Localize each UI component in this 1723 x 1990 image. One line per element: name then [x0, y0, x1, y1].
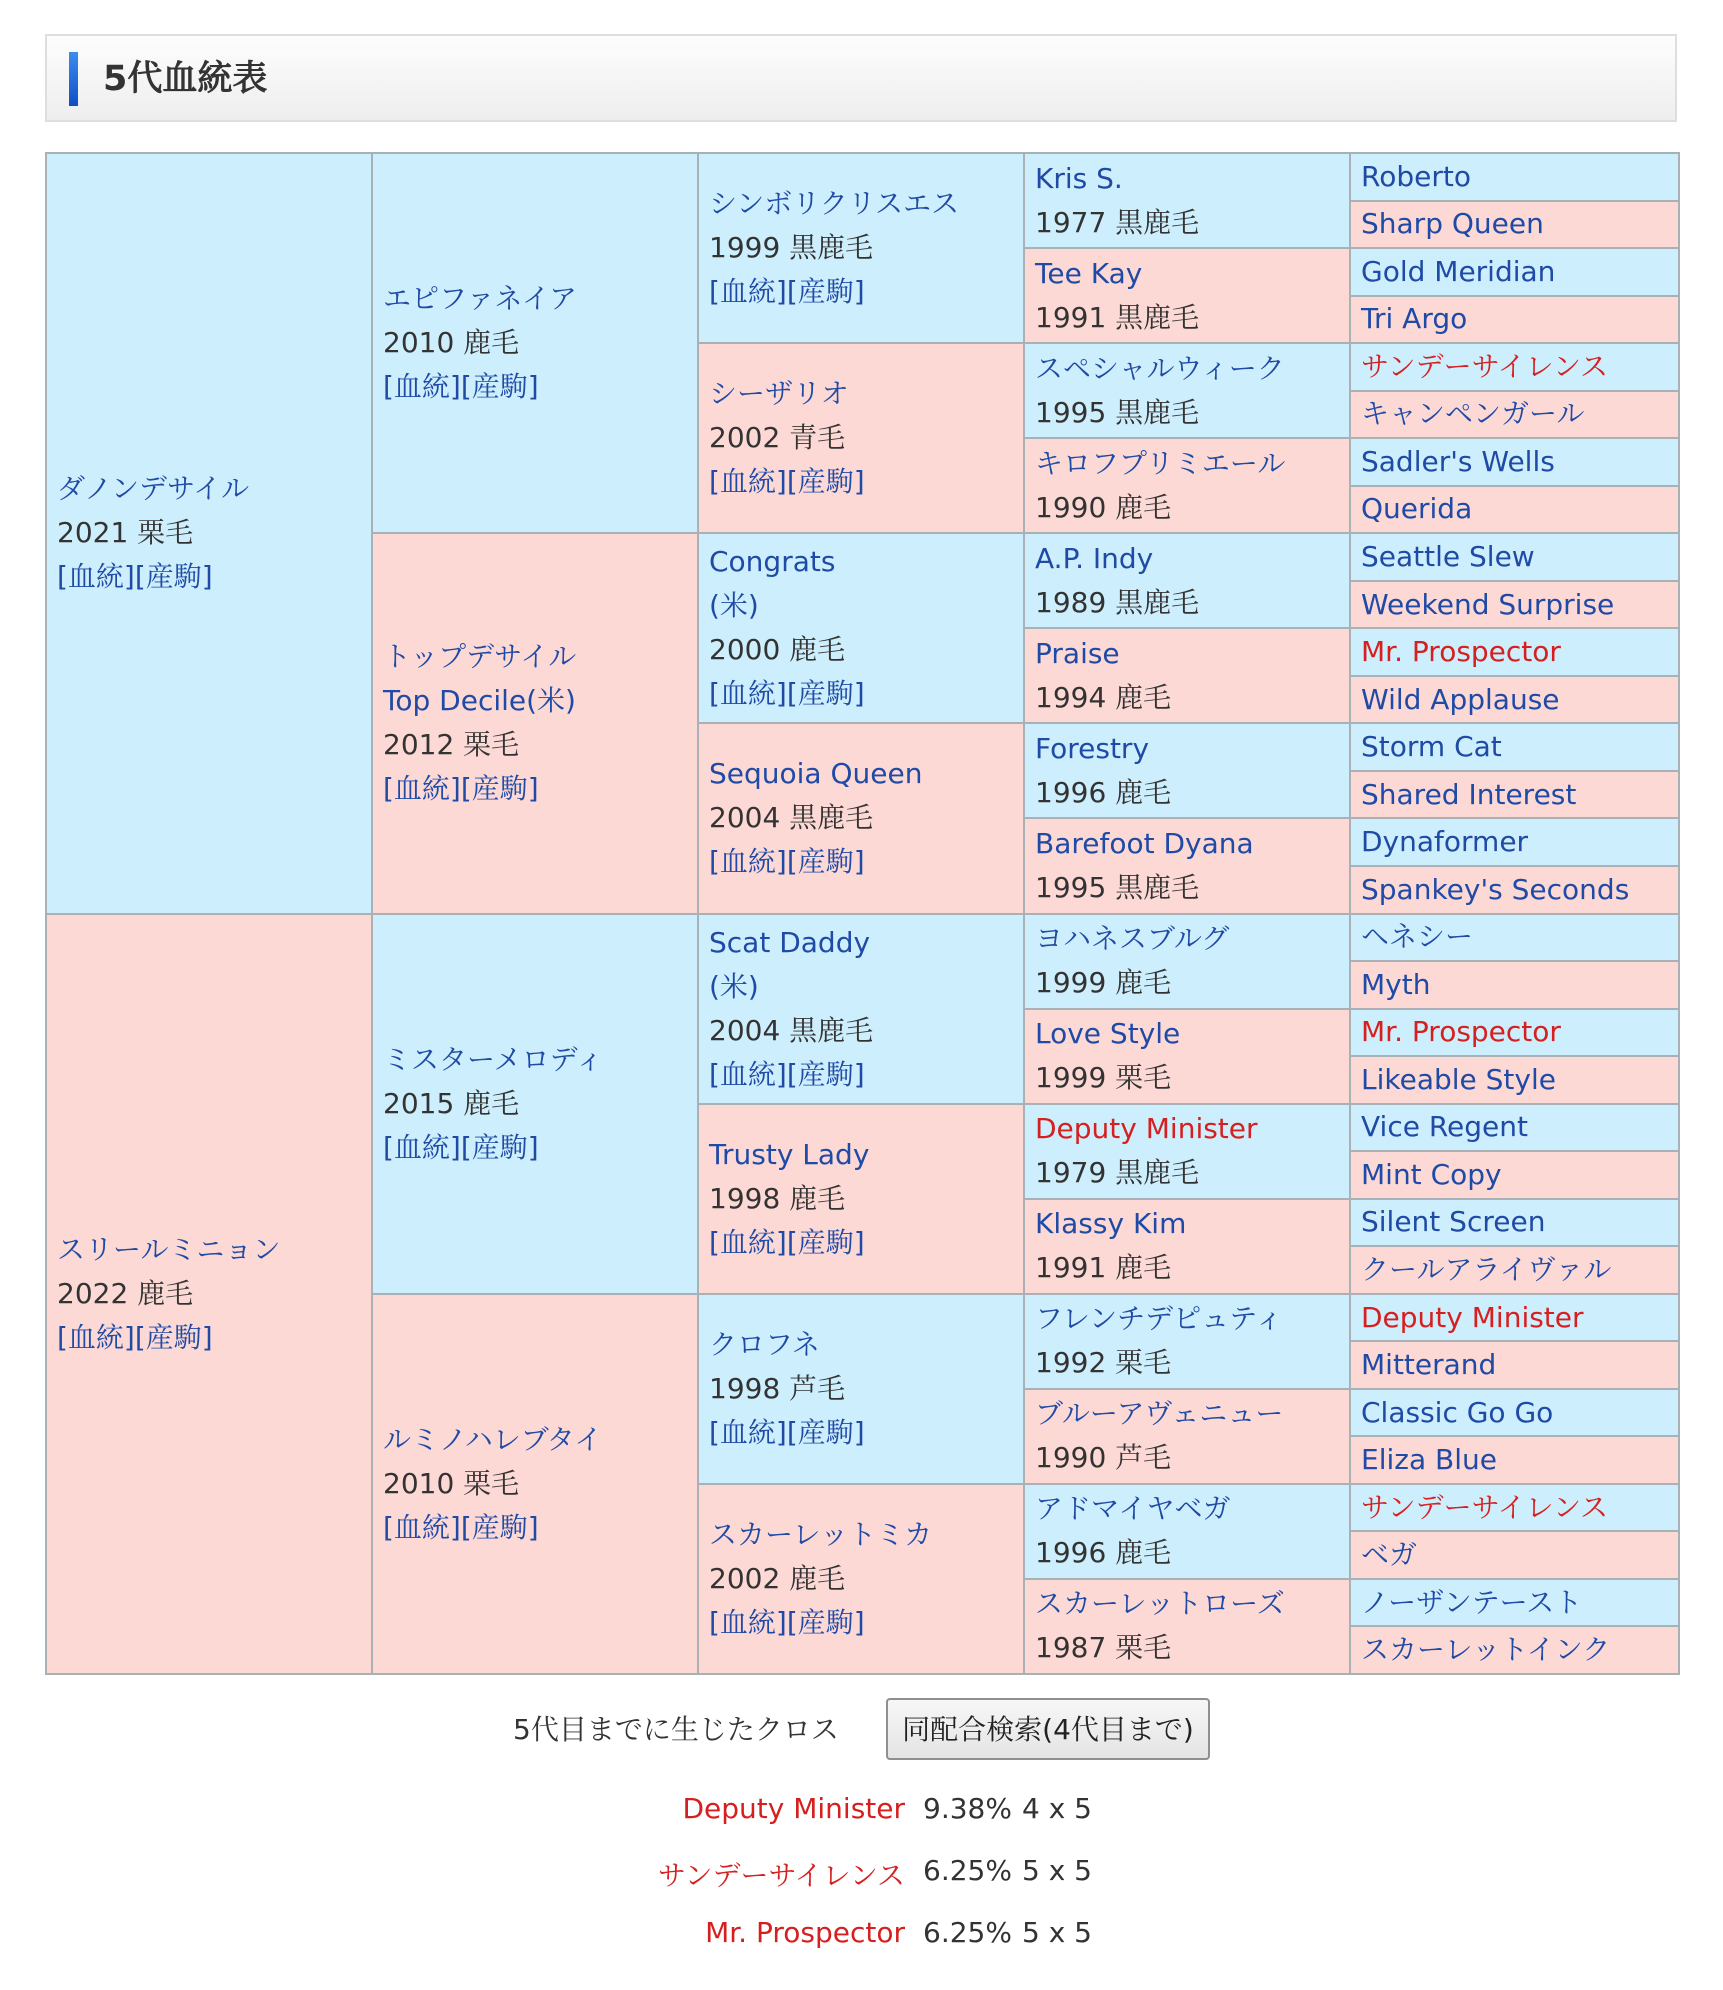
pedigree-table [45, 152, 1680, 1675]
gen2-links [383, 1126, 697, 1170]
gen4-cell [1024, 818, 1350, 913]
cross-horse-link[interactable]: Deputy Minister [682, 1792, 905, 1825]
progeny-link[interactable]: [産駒] [134, 1320, 213, 1354]
pedigree-link[interactable]: [血統] [709, 1225, 787, 1259]
gen5-cell [1350, 248, 1679, 296]
ancestor-name-link[interactable]: Classic Go Go [1361, 1395, 1554, 1429]
horse-year-color: 1999 鹿毛 [1035, 966, 1172, 1000]
gen3-cell [698, 1294, 1024, 1484]
horse-name-link[interactable]: Barefoot Dyana [1035, 826, 1254, 860]
pedigree-link[interactable]: [血統] [709, 275, 787, 309]
horse-name-link[interactable]: スカーレットローズ [1035, 1587, 1285, 1621]
gen5-cell [1350, 771, 1679, 819]
gen3-cell [698, 1104, 1024, 1294]
pedigree-link[interactable]: [血統] [709, 845, 787, 879]
ancestor-name-link[interactable]: サンデーサイレンス [1361, 1490, 1609, 1524]
horse-year-color: 1999 栗毛 [1035, 1061, 1172, 1095]
ancestor-name-link[interactable]: Mr. Prospector [1361, 635, 1561, 669]
horse-year-color: 1998 鹿毛 [709, 1181, 846, 1215]
section-title: 5代血統表 [103, 59, 268, 99]
horse-name-link[interactable]: Tee Kay [1035, 256, 1143, 290]
cross-generations: 4 x 5 [1022, 1792, 1092, 1825]
gen5-cell [1350, 1531, 1679, 1579]
horse-name-link[interactable]: Praise [1035, 636, 1120, 670]
gen5-cell [1350, 1199, 1679, 1247]
ancestor-name-link[interactable]: Vice Regent [1361, 1110, 1528, 1144]
horse-year-color: 1996 鹿毛 [1035, 1536, 1172, 1570]
gen5-cell [1350, 391, 1679, 439]
ancestor-name-link[interactable]: Mint Copy [1361, 1157, 1502, 1191]
gen1-links [57, 555, 371, 599]
gen4-cell [1024, 533, 1350, 628]
gen4-cell [1024, 1199, 1350, 1294]
ancestor-name-link[interactable]: Silent Screen [1361, 1205, 1546, 1239]
cross-generations: 5 x 5 [1022, 1854, 1092, 1887]
ancestor-name-link[interactable]: Deputy Minister [1361, 1300, 1584, 1334]
gen5-cell [1350, 1294, 1679, 1342]
horse-name-link[interactable]: クロフネ [709, 1327, 820, 1361]
gen5-cell [1350, 1626, 1679, 1674]
progeny-link[interactable]: [産駒] [460, 1130, 539, 1164]
progeny-link[interactable]: [産駒] [786, 677, 865, 711]
horse-name-link[interactable]: ヨハネスブルグ [1035, 922, 1230, 956]
pedigree-link[interactable]: [血統] [709, 1057, 787, 1091]
pedigree-link[interactable]: [血統] [709, 1605, 787, 1639]
cross-label: 5代目までに生じたクロス [513, 1713, 839, 1746]
horse-year-color: 1991 鹿毛 [1035, 1251, 1172, 1285]
gen4-cell [1024, 628, 1350, 723]
horse-name-link[interactable]: Deputy Minister [1035, 1112, 1258, 1146]
horse-name-link[interactable]: Love Style [1035, 1017, 1181, 1051]
horse-name-link[interactable]: エピファネイア [383, 282, 578, 316]
progeny-link[interactable]: [産駒] [786, 275, 865, 309]
horse-name-link[interactable]: Kris S. [1035, 161, 1123, 195]
horse-name-link[interactable]: Forestry [1035, 731, 1150, 765]
gen1-cell [46, 153, 372, 914]
gen3-cell [698, 343, 1024, 533]
horse-name-link[interactable]: シンボリクリスエス [709, 187, 960, 221]
horse-year-color: 2002 鹿毛 [709, 1561, 846, 1595]
ancestor-name-link[interactable]: Dynaformer [1361, 825, 1529, 859]
pedigree-link[interactable]: [血統] [383, 772, 461, 806]
horse-year-color: 2010 鹿毛 [383, 326, 520, 360]
ancestor-name-link[interactable]: Spankey's Seconds [1361, 872, 1630, 906]
gen3-links [709, 1221, 1023, 1265]
horse-year-color: 1996 鹿毛 [1035, 775, 1172, 809]
ancestor-name-link[interactable]: Sharp Queen [1361, 207, 1544, 241]
progeny-link[interactable]: [産駒] [460, 370, 539, 404]
horse-year-color: 2000 鹿毛 [709, 633, 846, 667]
horse-name-alt-link[interactable]: Top Decile(米) [383, 684, 576, 718]
gen5-cell [1350, 818, 1679, 866]
gen3-cell [698, 533, 1024, 723]
horse-name-link[interactable]: キロフプリミエール [1035, 446, 1286, 480]
ancestor-name-link[interactable]: Sadler's Wells [1361, 444, 1555, 478]
horse-name-link[interactable]: Trusty Lady [709, 1137, 870, 1171]
header-accent-bar [69, 52, 78, 106]
ancestor-name-link[interactable]: ノーザンテースト [1361, 1585, 1583, 1619]
gen2-links [383, 365, 697, 409]
ancestor-name-link[interactable]: Eliza Blue [1361, 1443, 1497, 1477]
horse-year-color: 2010 栗毛 [383, 1466, 520, 1500]
gen4-cell [1024, 914, 1350, 1009]
horse-year-color: 1999 黒鹿毛 [709, 231, 874, 265]
horse-name-link[interactable]: Klassy Kim [1035, 1207, 1187, 1241]
horse-name-link[interactable]: スカーレットミカ [709, 1517, 933, 1551]
ancestor-name-link[interactable]: キャンペンガール [1361, 397, 1585, 431]
ancestor-name-link[interactable]: ベガ [1361, 1538, 1418, 1572]
horse-year-color: 1977 黒鹿毛 [1035, 205, 1200, 239]
gen4-cell [1024, 1104, 1350, 1199]
ancestor-name-link[interactable]: Roberto [1361, 159, 1471, 193]
pedigree-link[interactable]: [血統] [383, 370, 461, 404]
gen2-cell [372, 533, 698, 913]
horse-name-link[interactable]: スリールミニョン [57, 1232, 281, 1266]
gen5-cell [1350, 153, 1679, 201]
cross-horse-link[interactable]: Mr. Prospector [705, 1916, 905, 1949]
gen5-cell [1350, 1389, 1679, 1437]
gen4-cell [1024, 248, 1350, 343]
cross-percent: 6.25% [923, 1854, 1012, 1887]
cross-percent: 6.25% [923, 1916, 1012, 1949]
horse-name-alt-link[interactable]: (米) [709, 969, 759, 1003]
horse-year-color: 1989 黒鹿毛 [1035, 585, 1200, 619]
progeny-link[interactable]: [産駒] [460, 772, 539, 806]
gen5-cell [1350, 676, 1679, 724]
gen3-cell [698, 723, 1024, 913]
horse-year-color: 2004 黒鹿毛 [709, 801, 874, 835]
horse-name-link[interactable]: アドマイヤベガ [1035, 1492, 1231, 1526]
horse-year-color: 1992 栗毛 [1035, 1346, 1172, 1380]
progeny-link[interactable]: [産駒] [786, 1605, 865, 1639]
progeny-link[interactable]: [産駒] [786, 1057, 865, 1091]
gen2-cell [372, 914, 698, 1294]
horse-year-color: 1990 鹿毛 [1035, 490, 1172, 524]
gen5-cell [1350, 343, 1679, 391]
horse-name-link[interactable]: ルミノハレブタイ [383, 1422, 603, 1456]
gen3-cell [698, 1484, 1024, 1674]
horse-year-color: 1998 芦毛 [709, 1371, 846, 1405]
gen5-cell [1350, 961, 1679, 1009]
gen4-cell [1024, 1009, 1350, 1104]
progeny-link[interactable]: [産駒] [786, 1415, 865, 1449]
gen5-cell [1350, 1151, 1679, 1199]
gen5-cell [1350, 1246, 1679, 1294]
ancestor-name-link[interactable]: Gold Meridian [1361, 254, 1556, 288]
horse-year-color: 1987 栗毛 [1035, 1631, 1172, 1665]
gen5-cell [1350, 628, 1679, 676]
gen5-cell [1350, 1436, 1679, 1484]
horse-name-link[interactable]: フレンチデピュティ [1035, 1302, 1283, 1336]
pedigree-link[interactable]: [血統] [709, 677, 787, 711]
horse-year-color: 1990 芦毛 [1035, 1441, 1172, 1475]
horse-year-color: 2012 栗毛 [383, 728, 520, 762]
cross-row [0, 1854, 1723, 1898]
horse-year-color: 1994 鹿毛 [1035, 680, 1172, 714]
cross-generations: 5 x 5 [1022, 1916, 1092, 1949]
gen5-cell [1350, 1104, 1679, 1152]
gen5-cell [1350, 1484, 1679, 1532]
horse-name-link[interactable]: ダノンデサイル [57, 472, 250, 506]
gen3-cell [698, 914, 1024, 1104]
gen4-cell [1024, 153, 1350, 248]
gen4-cell [1024, 1389, 1350, 1484]
gen5-cell [1350, 201, 1679, 249]
progeny-link[interactable]: [産駒] [786, 465, 865, 499]
cross-percent: 9.38% [923, 1792, 1012, 1825]
pedigree-link[interactable]: [血統] [709, 465, 787, 499]
gen5-cell [1350, 1579, 1679, 1627]
cross-horse-link[interactable]: サンデーサイレンス [657, 1859, 905, 1892]
gen5-cell [1350, 723, 1679, 771]
gen3-links [709, 460, 1023, 504]
gen1-cell [46, 914, 372, 1675]
same-mating-search-button[interactable]: 同配合検索(4代目まで) [886, 1698, 1210, 1760]
ancestor-name-link[interactable]: Querida [1361, 492, 1473, 526]
horse-year-color: 1991 黒鹿毛 [1035, 300, 1200, 334]
progeny-link[interactable]: [産駒] [134, 560, 213, 594]
horse-year-color: 1979 黒鹿毛 [1035, 1156, 1200, 1190]
horse-name-link[interactable]: トップデサイル [383, 640, 577, 674]
gen2-links [383, 1506, 697, 1550]
gen5-cell [1350, 914, 1679, 962]
gen2-links [383, 767, 697, 811]
ancestor-name-link[interactable]: Myth [1361, 967, 1431, 1001]
progeny-link[interactable]: [産駒] [786, 845, 865, 879]
ancestor-name-link[interactable]: Storm Cat [1361, 730, 1502, 764]
pedigree-link[interactable]: [血統] [57, 1320, 135, 1354]
gen5-cell [1350, 581, 1679, 629]
progeny-link[interactable]: [産駒] [460, 1510, 539, 1544]
gen3-links [709, 840, 1023, 884]
gen4-cell [1024, 1579, 1350, 1674]
gen3-links [709, 270, 1023, 314]
pedigree-link[interactable]: [血統] [57, 560, 135, 594]
gen5-cell [1350, 486, 1679, 534]
ancestor-name-link[interactable]: Seattle Slew [1361, 540, 1535, 574]
horse-year-color: 2004 黒鹿毛 [709, 1013, 874, 1047]
cross-row [0, 1916, 1723, 1960]
gen1-links [57, 1316, 371, 1360]
gen5-cell [1350, 1056, 1679, 1104]
ancestor-name-link[interactable]: Mr. Prospector [1361, 1015, 1561, 1049]
progeny-link[interactable]: [産駒] [786, 1225, 865, 1259]
gen3-links [709, 1601, 1023, 1645]
ancestor-name-link[interactable]: スカーレットインク [1361, 1633, 1611, 1667]
horse-name-link[interactable]: ブルーアヴェニュー [1035, 1397, 1284, 1431]
gen4-cell [1024, 343, 1350, 438]
horse-name-link[interactable]: Congrats [709, 545, 836, 579]
horse-name-link[interactable]: スペシャルウィーク [1035, 351, 1285, 385]
cross-row [0, 1792, 1723, 1836]
gen3-cell [698, 153, 1024, 343]
ancestor-name-link[interactable]: Tri Argo [1361, 302, 1468, 336]
horse-name-link[interactable]: Sequoia Queen [709, 757, 923, 791]
horse-name-link[interactable]: シーザリオ [709, 377, 849, 411]
ancestor-name-link[interactable]: Weekend Surprise [1361, 587, 1615, 621]
gen5-cell [1350, 533, 1679, 581]
horse-name-link[interactable]: ミスターメロディ [383, 1042, 604, 1076]
gen4-cell [1024, 438, 1350, 533]
ancestor-name-link[interactable]: サンデーサイレンス [1361, 349, 1609, 383]
section-header [45, 34, 1677, 122]
gen5-cell [1350, 296, 1679, 344]
gen4-cell [1024, 1294, 1350, 1389]
gen5-cell [1350, 1009, 1679, 1057]
ancestor-name-link[interactable]: ヘネシー [1361, 920, 1474, 954]
ancestor-name-link[interactable]: Mitterand [1361, 1348, 1497, 1382]
ancestor-name-link[interactable]: Likeable Style [1361, 1062, 1556, 1096]
pedigree-link[interactable]: [血統] [709, 1415, 787, 1449]
gen4-cell [1024, 1484, 1350, 1579]
gen3-links [709, 1411, 1023, 1455]
gen2-cell [372, 153, 698, 533]
gen3-links [709, 672, 1023, 716]
gen5-cell [1350, 866, 1679, 914]
horse-name-link[interactable]: A.P. Indy [1035, 541, 1154, 575]
gen4-cell [1024, 723, 1350, 818]
gen3-links [709, 1053, 1023, 1097]
horse-year-color: 2015 鹿毛 [383, 1086, 520, 1120]
pedigree-link[interactable]: [血統] [383, 1130, 461, 1164]
horse-name-link[interactable]: Scat Daddy [709, 925, 871, 959]
pedigree-link[interactable]: [血統] [383, 1510, 461, 1544]
horse-name-alt-link[interactable]: (米) [709, 589, 759, 623]
horse-year-color: 1995 黒鹿毛 [1035, 870, 1200, 904]
gen5-cell [1350, 1341, 1679, 1389]
ancestor-name-link[interactable]: Shared Interest [1361, 777, 1577, 811]
ancestor-name-link[interactable]: クールアライヴァル [1361, 1252, 1612, 1286]
horse-year-color: 2002 青毛 [709, 421, 846, 455]
gen2-cell [372, 1294, 698, 1674]
ancestor-name-link[interactable]: Wild Applause [1361, 682, 1560, 716]
gen5-cell [1350, 438, 1679, 486]
horse-year-color: 2021 栗毛 [57, 516, 194, 550]
horse-year-color: 1995 黒鹿毛 [1035, 395, 1200, 429]
horse-year-color: 2022 鹿毛 [57, 1276, 194, 1310]
